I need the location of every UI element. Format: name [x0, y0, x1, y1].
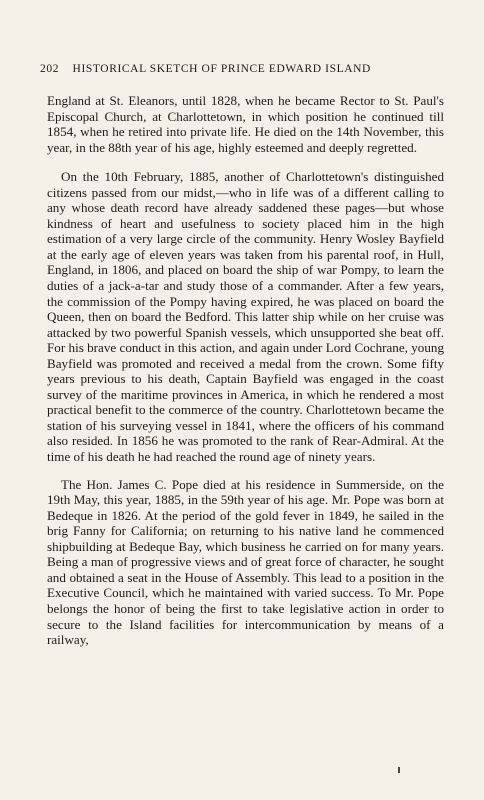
- page-mark: [398, 767, 400, 773]
- page-number: 202: [40, 63, 60, 75]
- running-head: HISTORICAL SKETCH OF PRINCE EDWARD ISLAND: [72, 63, 371, 75]
- paragraph-continuation: England at St. Eleanors, until 1828, when he became Rector to St. Paul's Episcopal Church, at Charlottetown, in which position he continued till 1854, when he retired into private life. He died on the 14th November, this year, in the 88th year of his age, highly esteemed and deeply regretted.: [47, 93, 444, 155]
- page-header: [40, 63, 450, 77]
- paragraph-pope: The Hon. James C. Pope died at his residence in Summerside, on the 19th May, this year, 1885, in the 59th year of his age. Mr. Pope was born at Bedeque in 1826. At the period of the gold fever in 1849, he sailed in the brig Fanny for California; on returning to his native land he commenced shipbuilding at Bedeque Bay, which business he carried on for many years. Being a man of progressive views and of great force of character, he sought and obtained a seat in the House of Assembly. This lead to a position in the Executive Council, which he maintained with varied success. To Mr. Pope belongs the honor of being the first to take legislative action in order to secure to the Island facilities for intercommunication by means of a railway,: [47, 476, 444, 648]
- paragraph-bayfield: On the 10th February, 1885, another of Charlottetown's distinguished citizens passed from our midst,—who in life was of a different calling to any whose death record have already saddened these pages—but whose kindness of heart and usefulness to society placed him in the high estimation of a very large circle of the community. Henry Wosley Bayfield at the early age of eleven years was taken from his parental roof, in Hull, England, in 1806, and placed on board the ship of war Pompy, to learn the duties of a jack-a-tar and study those of a commander. After a few years, the commission of the Pompy having expired, he was placed on board the Queen, then on board the Bedford. This latter ship while on her cruise was attacked by two powerful Spanish vessels, which unsupported she beat off. For his brave conduct in this action, and again under Lord Cochrane, young Bayfield was promoted and received a medal from the crown. Some fifty years previous to his death, Captain Bayfield was engaged in the coast survey of the maritime provinces in America, in which he rendered a most practical benefit to the commerce of the country. Charlottetown became the station of his surveying vessel in 1841, where the officers of his command also resided. In 1856 he was promoted to the rank of Rear-Admiral. At the time of his death he had reached the round age of ninety years.: [47, 169, 444, 465]
- page-body: [47, 93, 444, 648]
